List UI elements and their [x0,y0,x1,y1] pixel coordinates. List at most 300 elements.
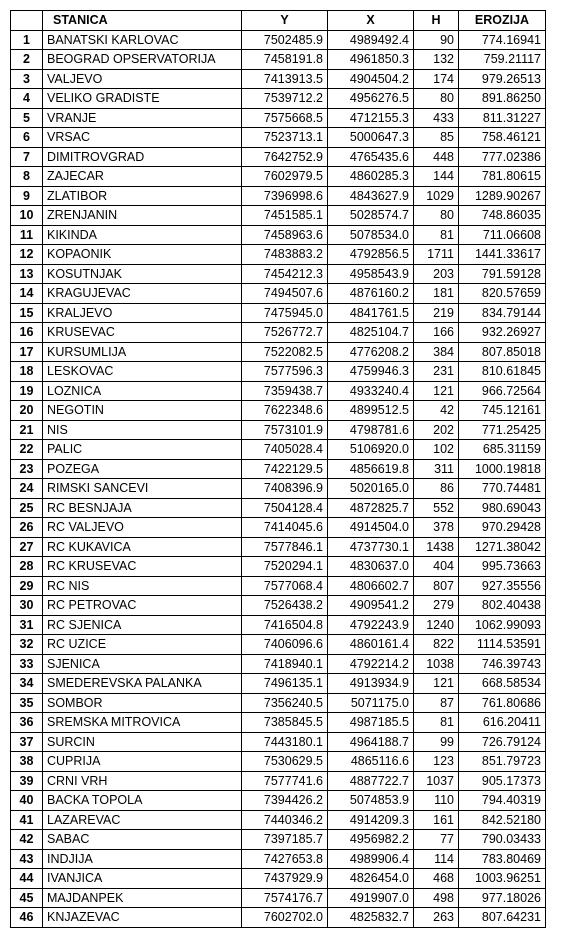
station-name: SURCIN [43,732,242,752]
table-row [11,674,546,694]
table-row [11,401,546,421]
coord-x: 4989906.4 [328,849,414,869]
table-row [11,791,546,811]
table-row [11,147,546,167]
elevation-h: 81 [414,225,459,245]
coord-x: 4956982.2 [328,830,414,850]
erosion-value: 726.79124 [459,732,546,752]
erosion-value: 758.46121 [459,128,546,148]
table-row [11,225,546,245]
coord-y: 7437929.9 [242,869,328,889]
station-name: MAJDANPEK [43,888,242,908]
table-row [11,381,546,401]
coord-y: 7577846.1 [242,537,328,557]
erosion-value: 791.59128 [459,264,546,284]
elevation-h: 114 [414,849,459,869]
elevation-h: 110 [414,791,459,811]
coord-x: 4860285.3 [328,167,414,187]
elevation-h: 81 [414,713,459,733]
erosion-value: 770.74481 [459,479,546,499]
row-index: 11 [11,225,43,245]
coord-y: 7385845.5 [242,713,328,733]
header-index [11,11,43,31]
row-index: 19 [11,381,43,401]
coord-y: 7406096.6 [242,635,328,655]
coord-x: 4956276.5 [328,89,414,109]
station-name: KRUSEVAC [43,323,242,343]
table-row [11,908,546,928]
coord-y: 7458191.8 [242,50,328,70]
coord-x: 4909541.2 [328,596,414,616]
elevation-h: 384 [414,342,459,362]
table-row [11,693,546,713]
row-index: 25 [11,498,43,518]
coord-x: 4759946.3 [328,362,414,382]
station-name: KOSUTNJAK [43,264,242,284]
coord-y: 7359438.7 [242,381,328,401]
coord-x: 4798781.6 [328,420,414,440]
coord-y: 7427653.8 [242,849,328,869]
elevation-h: 123 [414,752,459,772]
station-name: KRALJEVO [43,303,242,323]
station-name: RC KRUSEVAC [43,557,242,577]
coord-x: 4841761.5 [328,303,414,323]
elevation-h: 1711 [414,245,459,265]
station-name: RC KUKAVICA [43,537,242,557]
coord-x: 4919907.0 [328,888,414,908]
station-name: RC NIS [43,576,242,596]
coord-y: 7520294.1 [242,557,328,577]
elevation-h: 279 [414,596,459,616]
station-name: KIKINDA [43,225,242,245]
erosion-value: 807.85018 [459,342,546,362]
table-row [11,888,546,908]
row-index: 14 [11,284,43,304]
station-name: LESKOVAC [43,362,242,382]
table-row [11,264,546,284]
elevation-h: 448 [414,147,459,167]
coord-x: 4856619.8 [328,459,414,479]
coord-y: 7602702.0 [242,908,328,928]
station-name: SMEDEREVSKA PALANKA [43,674,242,694]
elevation-h: 161 [414,810,459,830]
row-index: 32 [11,635,43,655]
erosion-value: 970.29428 [459,518,546,538]
table-row [11,303,546,323]
header-row [11,11,546,31]
elevation-h: 174 [414,69,459,89]
row-index: 9 [11,186,43,206]
station-name: VRSAC [43,128,242,148]
table-row [11,732,546,752]
station-name: KOPAONIK [43,245,242,265]
station-name: RIMSKI SANCEVI [43,479,242,499]
table-row [11,849,546,869]
row-index: 30 [11,596,43,616]
row-index: 6 [11,128,43,148]
erosion-value: 842.52180 [459,810,546,830]
elevation-h: 202 [414,420,459,440]
coord-x: 4872825.7 [328,498,414,518]
coord-x: 4964188.7 [328,732,414,752]
table-row [11,479,546,499]
station-name: IVANJICA [43,869,242,889]
coord-x: 5074853.9 [328,791,414,811]
table-row [11,810,546,830]
elevation-h: 99 [414,732,459,752]
station-name: SOMBOR [43,693,242,713]
table-row [11,206,546,226]
table-row [11,557,546,577]
station-name: VALJEVO [43,69,242,89]
coord-y: 7494507.6 [242,284,328,304]
row-index: 28 [11,557,43,577]
row-index: 31 [11,615,43,635]
table-row [11,537,546,557]
row-index: 44 [11,869,43,889]
row-index: 13 [11,264,43,284]
row-index: 36 [11,713,43,733]
coord-x: 5106920.0 [328,440,414,460]
header-y: Y [242,11,328,31]
coord-y: 7504128.4 [242,498,328,518]
table-row [11,498,546,518]
row-index: 17 [11,342,43,362]
station-name: BACKA TOPOLA [43,791,242,811]
erosion-value: 616.20411 [459,713,546,733]
erosion-value: 1271.38042 [459,537,546,557]
row-index: 27 [11,537,43,557]
coord-y: 7408396.9 [242,479,328,499]
station-name: CUPRIJA [43,752,242,772]
station-name: LOZNICA [43,381,242,401]
coord-y: 7443180.1 [242,732,328,752]
row-index: 26 [11,518,43,538]
station-name: VELIKO GRADISTE [43,89,242,109]
elevation-h: 263 [414,908,459,928]
erosion-value: 810.61845 [459,362,546,382]
elevation-h: 1037 [414,771,459,791]
erosion-value: 668.58534 [459,674,546,694]
erosion-value: 977.18026 [459,888,546,908]
elevation-h: 85 [414,128,459,148]
elevation-h: 166 [414,323,459,343]
row-index: 35 [11,693,43,713]
elevation-h: 80 [414,89,459,109]
erosion-value: 932.26927 [459,323,546,343]
elevation-h: 1240 [414,615,459,635]
coord-x: 4887722.7 [328,771,414,791]
erosion-value: 745.12161 [459,401,546,421]
elevation-h: 90 [414,30,459,50]
coord-y: 7522082.5 [242,342,328,362]
table-row [11,771,546,791]
station-name: BANATSKI KARLOVAC [43,30,242,50]
elevation-h: 121 [414,381,459,401]
row-index: 3 [11,69,43,89]
erosion-value: 834.79144 [459,303,546,323]
elevation-h: 1029 [414,186,459,206]
coord-x: 5071175.0 [328,693,414,713]
elevation-h: 807 [414,576,459,596]
erosion-value: 811.31227 [459,108,546,128]
coord-y: 7416504.8 [242,615,328,635]
erosion-value: 851.79723 [459,752,546,772]
header-erozija: EROZIJA [459,11,546,31]
erosion-value: 802.40438 [459,596,546,616]
coord-y: 7405028.4 [242,440,328,460]
coord-x: 4914504.0 [328,518,414,538]
table-row [11,128,546,148]
table-row [11,342,546,362]
erosion-value: 1114.53591 [459,635,546,655]
elevation-h: 80 [414,206,459,226]
station-name: LAZAREVAC [43,810,242,830]
elevation-h: 77 [414,830,459,850]
erosion-value: 794.40319 [459,791,546,811]
station-name: POZEGA [43,459,242,479]
table-row [11,245,546,265]
coord-y: 7422129.5 [242,459,328,479]
station-name: RC UZICE [43,635,242,655]
elevation-h: 498 [414,888,459,908]
erosion-value: 711.06608 [459,225,546,245]
table-row [11,830,546,850]
elevation-h: 433 [414,108,459,128]
coord-y: 7622348.6 [242,401,328,421]
table-row [11,362,546,382]
coord-x: 4961850.3 [328,50,414,70]
coord-x: 4843627.9 [328,186,414,206]
erosion-value: 774.16941 [459,30,546,50]
elevation-h: 231 [414,362,459,382]
erosion-value: 783.80469 [459,849,546,869]
coord-x: 4933240.4 [328,381,414,401]
coord-x: 5028574.7 [328,206,414,226]
elevation-h: 822 [414,635,459,655]
coord-x: 4876160.2 [328,284,414,304]
row-index: 29 [11,576,43,596]
coord-y: 7577068.4 [242,576,328,596]
station-name: BEOGRAD OPSERVATORIJA [43,50,242,70]
elevation-h: 181 [414,284,459,304]
row-index: 38 [11,752,43,772]
elevation-h: 404 [414,557,459,577]
coord-y: 7642752.9 [242,147,328,167]
row-index: 15 [11,303,43,323]
erosion-value: 781.80615 [459,167,546,187]
erosion-value: 820.57659 [459,284,546,304]
coord-y: 7573101.9 [242,420,328,440]
row-index: 20 [11,401,43,421]
coord-x: 4792856.5 [328,245,414,265]
erosion-value: 1000.19818 [459,459,546,479]
elevation-h: 87 [414,693,459,713]
table-row [11,420,546,440]
coord-y: 7602979.5 [242,167,328,187]
station-name: INDJIJA [43,849,242,869]
station-name: NEGOTIN [43,401,242,421]
table-row [11,440,546,460]
row-index: 4 [11,89,43,109]
erosion-value: 777.02386 [459,147,546,167]
table-row [11,713,546,733]
coord-x: 4712155.3 [328,108,414,128]
table-row [11,284,546,304]
coord-y: 7413913.5 [242,69,328,89]
coord-x: 4737730.1 [328,537,414,557]
coord-x: 4860161.4 [328,635,414,655]
erosion-value: 748.86035 [459,206,546,226]
station-name: KURSUMLIJA [43,342,242,362]
row-index: 22 [11,440,43,460]
table-row [11,186,546,206]
coord-x: 4826454.0 [328,869,414,889]
coord-x: 5020165.0 [328,479,414,499]
row-index: 1 [11,30,43,50]
table-row [11,518,546,538]
erosion-value: 771.25425 [459,420,546,440]
row-index: 10 [11,206,43,226]
station-name: PALIC [43,440,242,460]
erosion-value: 891.86250 [459,89,546,109]
table-row [11,869,546,889]
table-row [11,615,546,635]
elevation-h: 552 [414,498,459,518]
station-name: KRAGUJEVAC [43,284,242,304]
station-name: RC VALJEVO [43,518,242,538]
elevation-h: 1038 [414,654,459,674]
coord-x: 4904504.2 [328,69,414,89]
erosion-value: 685.31159 [459,440,546,460]
station-name: DIMITROVGRAD [43,147,242,167]
row-index: 5 [11,108,43,128]
elevation-h: 86 [414,479,459,499]
station-name: SREMSKA MITROVICA [43,713,242,733]
elevation-h: 203 [414,264,459,284]
stations-table [10,10,546,928]
table-row [11,30,546,50]
coord-x: 4830637.0 [328,557,414,577]
table-row [11,459,546,479]
station-name: ZRENJANIN [43,206,242,226]
row-index: 37 [11,732,43,752]
station-name: ZLATIBOR [43,186,242,206]
table-row [11,576,546,596]
coord-x: 5078534.0 [328,225,414,245]
elevation-h: 144 [414,167,459,187]
row-index: 18 [11,362,43,382]
row-index: 16 [11,323,43,343]
table-row [11,635,546,655]
station-name: ZAJECAR [43,167,242,187]
erosion-value: 759.21117 [459,50,546,70]
coord-x: 4825832.7 [328,908,414,928]
station-name: VRANJE [43,108,242,128]
coord-x: 4806602.7 [328,576,414,596]
erosion-value: 761.80686 [459,693,546,713]
coord-y: 7483883.2 [242,245,328,265]
row-index: 2 [11,50,43,70]
elevation-h: 219 [414,303,459,323]
table-row [11,50,546,70]
coord-y: 7418940.1 [242,654,328,674]
header-h: H [414,11,459,31]
coord-x: 4825104.7 [328,323,414,343]
table-row [11,89,546,109]
table-row [11,108,546,128]
row-index: 7 [11,147,43,167]
coord-y: 7577596.3 [242,362,328,382]
coord-y: 7451585.1 [242,206,328,226]
elevation-h: 121 [414,674,459,694]
coord-y: 7526438.2 [242,596,328,616]
coord-y: 7414045.6 [242,518,328,538]
row-index: 40 [11,791,43,811]
coord-x: 4765435.6 [328,147,414,167]
header-x: X [328,11,414,31]
coord-y: 7539712.2 [242,89,328,109]
row-index: 21 [11,420,43,440]
coord-x: 4987185.5 [328,713,414,733]
row-index: 42 [11,830,43,850]
row-index: 43 [11,849,43,869]
coord-y: 7574176.7 [242,888,328,908]
coord-x: 4989492.4 [328,30,414,50]
coord-y: 7394426.2 [242,791,328,811]
row-index: 34 [11,674,43,694]
station-name: SABAC [43,830,242,850]
row-index: 45 [11,888,43,908]
coord-y: 7577741.6 [242,771,328,791]
table-row [11,323,546,343]
coord-y: 7454212.3 [242,264,328,284]
row-index: 8 [11,167,43,187]
erosion-value: 746.39743 [459,654,546,674]
elevation-h: 311 [414,459,459,479]
coord-x: 4958543.9 [328,264,414,284]
header-stanica: STANICA [43,11,242,31]
erosion-value: 1289.90267 [459,186,546,206]
erosion-value: 905.17373 [459,771,546,791]
table-row [11,69,546,89]
erosion-value: 1003.96251 [459,869,546,889]
station-name: SJENICA [43,654,242,674]
erosion-value: 995.73663 [459,557,546,577]
row-index: 23 [11,459,43,479]
coord-x: 5000647.3 [328,128,414,148]
station-name: NIS [43,420,242,440]
coord-y: 7356240.5 [242,693,328,713]
coord-y: 7440346.2 [242,810,328,830]
erosion-value: 927.35556 [459,576,546,596]
coord-x: 4792243.9 [328,615,414,635]
elevation-h: 132 [414,50,459,70]
coord-y: 7502485.9 [242,30,328,50]
station-name: RC BESNJAJA [43,498,242,518]
elevation-h: 102 [414,440,459,460]
table-row [11,167,546,187]
station-name: RC PETROVAC [43,596,242,616]
coord-y: 7526772.7 [242,323,328,343]
erosion-value: 966.72564 [459,381,546,401]
row-index: 46 [11,908,43,928]
station-name: KNJAZEVAC [43,908,242,928]
coord-y: 7496135.1 [242,674,328,694]
row-index: 24 [11,479,43,499]
coord-y: 7475945.0 [242,303,328,323]
elevation-h: 1438 [414,537,459,557]
